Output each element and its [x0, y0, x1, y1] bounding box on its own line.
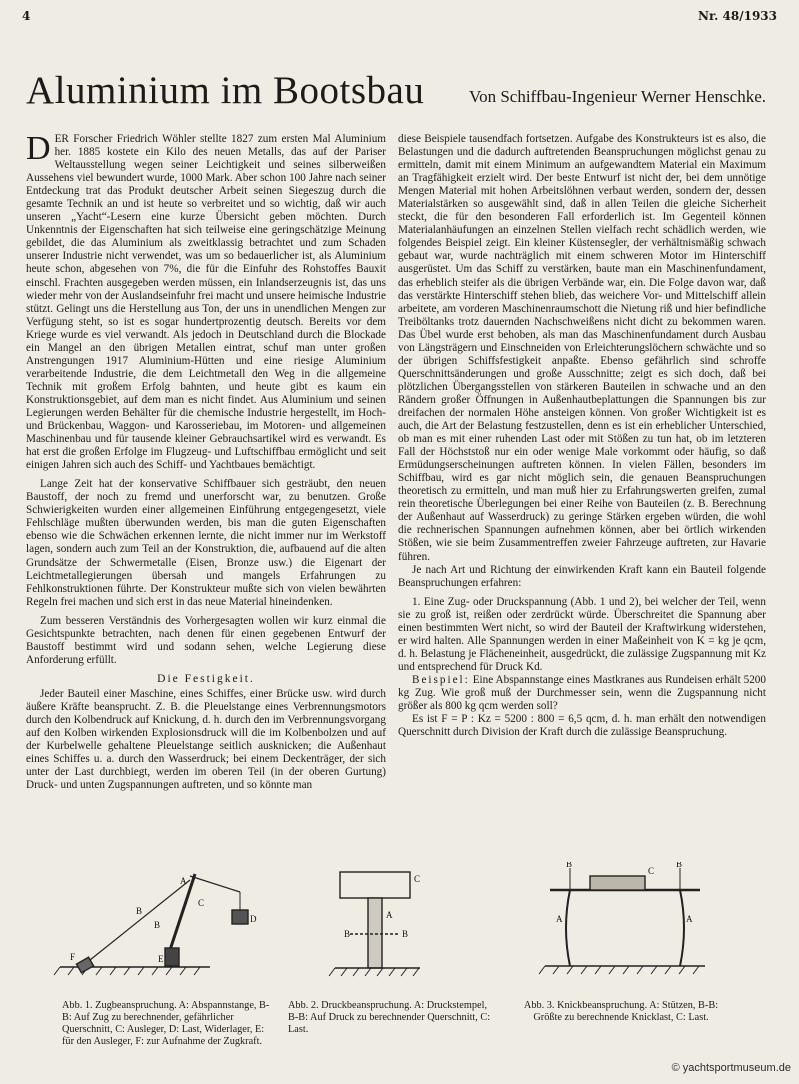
ground-hatching	[539, 966, 699, 974]
paragraph: Je nach Art und Richtung der einwirkenden Kraft kann ein Bauteil folgende Beanspruchungen erfahren:	[398, 563, 766, 589]
paragraph: Zum besseren Verständnis des Vorhergesagten wollen wir kurz einmal die Gesichtspunkte betrachten, nach denen für einen gegebenen Entwurf der Baustoff bestimmt wird und sodann sehen, welche Legierung diese Anforderung erfüllt.	[26, 614, 386, 666]
left-column-bent	[566, 890, 570, 966]
load-plate	[340, 872, 410, 898]
fig1-label: F	[70, 952, 76, 962]
copyright-watermark: © yachtsportmuseum.de	[671, 1062, 791, 1074]
intro-paragraph	[26, 130, 386, 472]
title-row	[26, 68, 766, 114]
article-title: Aluminium im Bootsbau	[26, 69, 425, 112]
figure-3-caption: Abb. 3. Knickbeanspruchung. A: Stützen, B-B: Größte zu berechnende Knicklast, C: Last.	[523, 1000, 719, 1023]
load-block	[590, 876, 645, 890]
example-text: Eine Abspannstange eines Mastkranes aus Rundeisen erhält 5200 kg Zug. Wie groß muß der Durchmesser sein, wenn die Zugspannung nicht größer als 800 kg qcm werden soll?	[398, 673, 766, 713]
figure-2-compression-diagram	[320, 862, 450, 992]
section-heading: Die Festigkeit.	[157, 672, 255, 685]
fig2-label: B	[344, 929, 351, 939]
fig1-label: D	[250, 914, 257, 924]
fig3-label: B	[566, 862, 573, 869]
fig2-label: A	[386, 910, 393, 920]
right-column-bent	[680, 890, 684, 966]
fig1-label: A	[180, 876, 187, 886]
ground-hatching	[329, 968, 419, 976]
fig3-label: B	[676, 862, 683, 869]
ground-hatching	[54, 967, 200, 975]
fig1-label: B	[154, 920, 161, 930]
intro-text: ER Forscher Friedrich Wöhler stellte 1827 zum ersten Mal Aluminium her. 1885 kostete ein Kilo des neuen Metalls, das auf der Pariser Weltausstellung wegen seiner Leichtigkeit und seines silberweißen Aussehens viel bewundert wurde, 1000 Mark. Aber schon 100 Jahre nach seiner Entdeckung trat das Produkt deutscher Arbeit seinen Siegeszug durch die gesamte Technik an und ist heute so verbreitet und so wichtig, daß wir auch unseren „Yacht“-Lesern eine kurze Übersicht geben möchten. Durch Unkenntnis der Eigenschaften hat sich teilweise eine geringschätzige Meinung gebildet, die das Aluminium als zweitklassig betrachtet und zum Schaden unserer Industrie nicht verwendet, was um so bedauerlicher ist, als Aluminium heute schon, abgesehen von 7%, die für die Einfuhr des Rohstoffes Bauxit einschl. Frachten ausgegeben werden müssen, ein Inlandserzeugnis ist, das uns wieder mehr von der Auslandseinfuhr frei macht und unsere heimische Industrie stützt. Gelingt uns die Herstellung aus Ton, der uns in unendlichen Mengen zur Verfügung steht, so ist es sogar hundertprozentig deutsch. Bereits vor dem Kriege wurde es viel verwandt. Als jedoch in Deutschland durch die Blockade ein Mangel an den übrigen Metallen eintrat, schuf man unter großen Anstrengungen 1917 Aluminium-Hütten und eine riesige Aluminium verarbeitende Industrie, die dem Leichtmetall den Weg in die allgemeine Technik mit großem Erfolg bahnten, und heute gibt es kaum ein Konstruktionsgebiet, auf dem man es nicht findet. Aus Aluminium und seinen Legierungen werden Behälter für die chemische Industrie hergestellt, im Hoch- und Brückenbau, Waggon- und Karosseriebau, im Motoren- und allgemeinen Maschinenbau und für tausende kleiner Gebrauchsartikel wird es verwandt. Es hat erst die großen Erfolge im Flugzeug- und Luftschiffbau ermöglicht und seit einigen Jahren sich auch des Schiff- und Yachtbaues bemächtigt.	[26, 133, 386, 472]
compression-post	[368, 898, 382, 968]
foundation	[165, 948, 179, 966]
example-paragraph	[398, 674, 766, 713]
figure-1-tension-diagram	[40, 862, 260, 992]
fig2-label: B	[402, 929, 409, 939]
fig2-label: C	[414, 874, 421, 884]
paragraph: Jeder Bauteil einer Maschine, eines Schiffes, einer Brücke usw. wird durch äußere Kräfte beansprucht. Z. B. die Pleuelstange eines Verbrennungsmotors durch den Kolbendruck auf Knickung, d. h. durch den im Verbrennungsvorgang auf den Kolben wirkenden Explosionsdruck will die im Kolbenbolzen und auf der Kurbelwelle gehaltene Pleuelstange seitlich ausknicken; die Außenhaut eines Schiffes u. a. durch den Wasserdruck; bei einem Deckenträger, der sich unter der Last durchbiegt, werden im oberen Teil (in der oberen Gurtung) Druck- und unten Zugspannungen auftreten, und so könnte man	[26, 687, 386, 792]
issue-number: Nr. 48/1933	[697, 9, 777, 23]
left-column	[26, 130, 386, 792]
drop-cap: D	[26, 130, 51, 167]
fig1-label: E	[158, 954, 164, 964]
fig3-label: A	[686, 914, 693, 924]
fig1-label: B	[136, 906, 143, 916]
figure-2-caption: Abb. 2. Druckbeanspruchung. A: Druckstempel, B-B: Auf Druck zu berechnender Querschnitt, C: Last.	[288, 1000, 491, 1035]
paragraph: 1. Eine Zug- oder Druckspannung (Abb. 1 und 2), bei welcher der Teil, wenn sie zu groß ist, reißen oder zerdrückt würde. Überschreitet die Spannung aber einen bestimmten Wert nicht, so wird der Bauteil der Kraftwirkung widerstehen, er wird halten. Alle Spannungen werden in einer Maßeinheit von K = kg je qcm, d. h. Belastung je Flächeneinheit, ausgedrückt, die zulässige Zugspannung mit Kz und entsprechend für Druck Kd.	[398, 595, 766, 673]
page-number: 4	[22, 9, 31, 23]
jib-line	[190, 876, 240, 892]
fig3-label: A	[556, 914, 563, 924]
load-block	[232, 910, 248, 924]
fig1-label: C	[198, 898, 205, 908]
paragraph: Lange Zeit hat der konservative Schiffbauer sich gesträubt, den neuen Baustoff, der noch zu fremd und unerforscht war, zu benutzen. Große Schwierigkeiten wurden einer allgemeinen Einführung entgegengesetzt, viele Fehlschläge mußten überwunden werden, bis man die guten Eigenschaften ebenso wie die Schwächen erkennen lernte, die nicht immer nur im Werkstoff lagen, sondern auch zum Teil an der Konstruktion, die, aufbauend auf die alten Grundsätze der Schwermetalle (Eisen, Bronze usw.) die Eigenart der Leichtmetallegierungen übersah und mangels Erfahrungen zu Fehlkonstruktionen führte. Der Konstrukteur mußte sich von vielen bewährten Regeln frei machen und sich erst in das neue Material hineindenken.	[26, 478, 386, 608]
fig3-label: C	[648, 866, 655, 876]
paragraph: Es ist F = P : Kz = 5200 : 800 = 6,5 qcm, d. h. man erhält den notwendigen Querschnitt durch Division der Kraft durch die zulässige Beanspruchung.	[398, 713, 766, 739]
right-column	[398, 133, 766, 739]
example-label: Beispiel:	[412, 673, 470, 686]
author-byline: Von Schiffbau-Ingenieur Werner Henschke.	[469, 87, 766, 106]
paragraph: diese Beispiele tausendfach fortsetzen. Aufgabe des Konstrukteurs ist es also, die Belastungen und die dadurch auftretenden Beanspruchungen möglichst genau zu ermitteln, damit mit einem Minimum an aufgewandtem Material ein Maximum an Tragfähigkeit erzielt wird. Der beste Entwurf ist nicht der, bei dem unnötige Mengen Material mit hohen Arbeitslöhnen verbaut werden, sondern der, dessen Materialstärken so ausgewählt sind, daß in allen Teilen die gleiche Sicherheit steckt, die für den besonderen Fall erforderlich ist. Im Gegenteil können Materialanhäufungen an einzelnen Stellen vielfach recht schädlich werden, wie folgendes Beispiel zeigt. Ein kleiner Küstensegler, der verhältnismäßig schwach gebaut war, wurde nachträglich mit einem schweren Motor im Hinterschiff ausgerüstet. Um das Schiff zu verstärken, baute man ein Maschinenfundament, das erheblich steifer als die übrigen Verbände war, ein. Die Folge davon war, daß das verstärkte Hinterschiff stehen blieb, das weichere Vor- und Mittelschiff allein arbeitete, am vorderen Maschinenraumschott die Nietung riß und hier befindliche Treiböltanks trotz dauernden Nachschweißens nicht dicht zu bekommen waren. Das Übel wurde erst behoben, als man das Maschinenfundament durch Ausbau von Längsträgern und Einschneiden von Erleichterungslöchern schwächte und so der übrigen Schiffsfestigkeit anpaßte. Ebenso gefährlich sind schroffe Querschnittsänderungen und große Ausschnitte; zeigt es sich doch, daß bei plötzlichen Übergangsstellen von stärkeren Bauteilen in schwache und an den Rändern großer Öffnungen in Außenhautbeplattungen die Spannungen bis zur dreifachen der normalen Höhe ansteigen können. Von großer Wichtigkeit ist es auch, die Art der Belastung festzustellen, denn es ist ein erheblicher Unterschied, ob man es mit einer ruhenden Last oder mit Stößen zu tun hat, ob im letzteren Fall der Höchststoß nur ein oder wenige Male vorkommt oder häufig, so daß Ermüdungserscheinungen auftreten können. In vielen Fällen, besonders im Schiffbau, wird es gar nicht möglich sein, die genauen Beanspruchungen theoretisch zu ermitteln, und man muß hier zu Erfahrungswerten greifen, zumal rein theoretische Überlegungen bei einer Reihe von Bauteilen (z. B. Berechnung der Außenhaut auf Wasserdruck) zu geringe Stärken ergeben würden, die wohl die rechnerischen Spannungen aufnehmen können, aber bei örtlich wirkenden Stößen, wie sie beim Zusammentreffen zweier Fahrzeuge auftreten, zur Havarie führen.	[398, 133, 766, 563]
figure-1-caption: Abb. 1. Zugbeanspruchung. A: Abspannstange, B-B: Auf Zug zu berechnender, gefährlicher Querschnitt, C: Ausleger, D: Last, Widerlager, E: für den Ausleger, F: zur Aufnahme der Zugkraft.	[62, 1000, 270, 1047]
figure-3-buckling-diagram	[530, 862, 720, 992]
